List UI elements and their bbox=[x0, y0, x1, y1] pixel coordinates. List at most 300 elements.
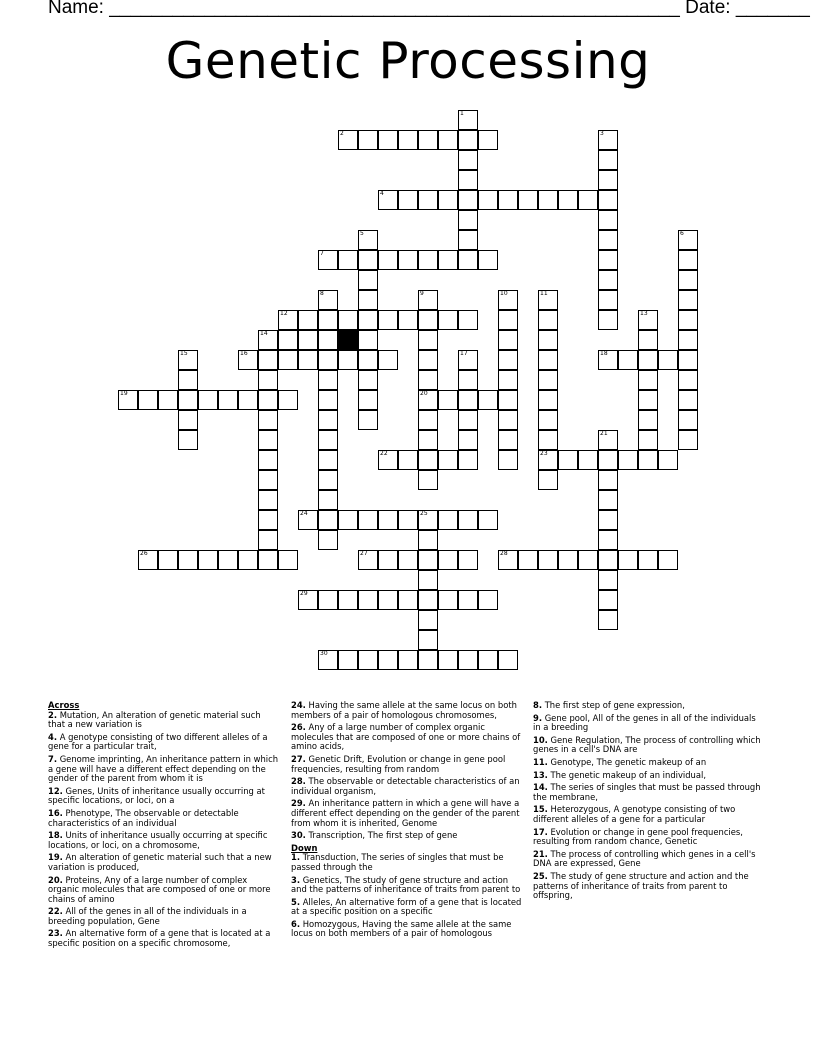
grid-cell[interactable] bbox=[458, 110, 478, 130]
grid-cell[interactable] bbox=[298, 350, 318, 370]
grid-cell[interactable] bbox=[318, 390, 338, 410]
grid-cell[interactable] bbox=[638, 330, 658, 350]
grid-cell[interactable] bbox=[398, 190, 418, 210]
grid-cell[interactable] bbox=[338, 510, 358, 530]
grid-cell[interactable] bbox=[538, 410, 558, 430]
grid-cell[interactable] bbox=[418, 570, 438, 590]
grid-cell[interactable] bbox=[478, 250, 498, 270]
grid-cell[interactable] bbox=[398, 450, 418, 470]
grid-cell[interactable] bbox=[358, 510, 378, 530]
grid-cell[interactable] bbox=[578, 450, 598, 470]
clue-number: 12 bbox=[280, 310, 288, 317]
clue-text: Any of a large number of complex organic molecules that are composed of one or more chains of amino acids, bbox=[291, 722, 521, 752]
grid-cell[interactable] bbox=[678, 270, 698, 290]
grid-cell[interactable] bbox=[258, 330, 278, 350]
grid-cell[interactable] bbox=[378, 350, 398, 370]
clue-number-label: 1. bbox=[291, 852, 301, 863]
grid-cell[interactable] bbox=[598, 490, 618, 510]
grid-cell[interactable] bbox=[318, 370, 338, 390]
grid-cell[interactable] bbox=[258, 510, 278, 530]
grid-cell[interactable] bbox=[498, 390, 518, 410]
grid-cell[interactable] bbox=[378, 590, 398, 610]
grid-cell[interactable] bbox=[358, 310, 378, 330]
grid-cell[interactable] bbox=[598, 450, 618, 470]
grid-cell[interactable] bbox=[358, 410, 378, 430]
grid-cell[interactable] bbox=[678, 330, 698, 350]
grid-cell[interactable] bbox=[418, 130, 438, 150]
grid-cell[interactable] bbox=[598, 510, 618, 530]
grid-cell[interactable] bbox=[338, 310, 358, 330]
grid-cell[interactable] bbox=[118, 390, 138, 410]
grid-cell[interactable] bbox=[378, 130, 398, 150]
grid-cell[interactable] bbox=[378, 190, 398, 210]
clue-text: Genome imprinting, An inheritance pattern in which a gene will have a different effect depending on the gender of the parent from whom it is bbox=[48, 753, 279, 784]
grid-cell[interactable] bbox=[398, 550, 418, 570]
grid-cell[interactable] bbox=[418, 330, 438, 350]
grid-cell[interactable] bbox=[438, 650, 458, 670]
grid-cell[interactable] bbox=[378, 310, 398, 330]
grid-cell[interactable] bbox=[598, 150, 618, 170]
grid-cell[interactable] bbox=[178, 350, 198, 370]
grid-cell[interactable] bbox=[218, 390, 238, 410]
grid-cell[interactable] bbox=[458, 510, 478, 530]
grid-cell[interactable] bbox=[318, 310, 338, 330]
clue-text: The series of singles that must be passed through the membrane, bbox=[533, 782, 761, 802]
grid-cell[interactable] bbox=[358, 590, 378, 610]
grid-cell[interactable] bbox=[338, 650, 358, 670]
grid-cell[interactable] bbox=[438, 190, 458, 210]
grid-cell[interactable] bbox=[438, 450, 458, 470]
clue-number-label: 22. bbox=[48, 906, 63, 917]
grid-cell[interactable] bbox=[458, 230, 478, 250]
grid-cell[interactable] bbox=[418, 390, 438, 410]
grid-cell[interactable] bbox=[458, 370, 478, 390]
name-date-line: Name: ______________________________________________________ Date: _______ bbox=[48, 0, 810, 18]
clue-number-label: 5. bbox=[291, 896, 301, 907]
grid-cell[interactable] bbox=[338, 590, 358, 610]
clue-text: An alteration of genetic material such that a new variation is produced, bbox=[48, 852, 272, 872]
grid-cell[interactable] bbox=[338, 130, 358, 150]
grid-cell[interactable] bbox=[418, 190, 438, 210]
grid-cell[interactable] bbox=[678, 350, 698, 370]
clue-number: 28 bbox=[500, 550, 508, 557]
grid-cell[interactable] bbox=[678, 230, 698, 250]
clue-text: A genotype consisting of two different alleles of a gene for a particular trait, bbox=[48, 731, 268, 752]
grid-cell[interactable] bbox=[358, 350, 378, 370]
grid-cell[interactable] bbox=[358, 330, 378, 350]
grid-cell[interactable] bbox=[598, 250, 618, 270]
grid-cell[interactable] bbox=[378, 250, 398, 270]
grid-cell[interactable] bbox=[638, 350, 658, 370]
grid-cell[interactable] bbox=[378, 650, 398, 670]
grid-cell[interactable] bbox=[258, 370, 278, 390]
grid-cell[interactable] bbox=[418, 290, 438, 310]
grid-cell[interactable] bbox=[278, 390, 298, 410]
grid-cell[interactable] bbox=[338, 350, 358, 370]
grid-cell[interactable] bbox=[538, 350, 558, 370]
grid-cell[interactable] bbox=[498, 190, 518, 210]
grid-cell[interactable] bbox=[138, 550, 158, 570]
grid-cell[interactable] bbox=[458, 350, 478, 370]
grid-cell[interactable] bbox=[178, 550, 198, 570]
clue-text: Genetic Drift, Evolution or change in gene pool frequencies, resulting from random bbox=[291, 753, 506, 774]
grid-cell[interactable] bbox=[598, 130, 618, 150]
grid-cell[interactable] bbox=[458, 550, 478, 570]
clue-number-label: 9. bbox=[533, 712, 543, 723]
down-clue bbox=[533, 758, 765, 768]
grid-cell[interactable] bbox=[598, 610, 618, 630]
grid-cell[interactable] bbox=[318, 470, 338, 490]
grid-cell[interactable] bbox=[498, 430, 518, 450]
clue-number: 16 bbox=[240, 350, 248, 357]
grid-cell[interactable] bbox=[438, 310, 458, 330]
grid-cell[interactable] bbox=[498, 550, 518, 570]
down-heading: Down bbox=[291, 842, 318, 853]
clue-text: Proteins, Any of a large number of complex organic molecules that are composed of one or more chains of amino bbox=[48, 874, 271, 904]
grid-cell[interactable] bbox=[598, 210, 618, 230]
grid-cell[interactable] bbox=[378, 510, 398, 530]
grid-cell[interactable] bbox=[398, 250, 418, 270]
grid-cell[interactable] bbox=[318, 650, 338, 670]
grid-cell[interactable] bbox=[278, 350, 298, 370]
grid-cell[interactable] bbox=[458, 590, 478, 610]
clue-number-label: 24. bbox=[291, 700, 306, 710]
grid-cell[interactable] bbox=[478, 390, 498, 410]
grid-cell[interactable] bbox=[498, 290, 518, 310]
grid-cell[interactable] bbox=[478, 590, 498, 610]
grid-cell[interactable] bbox=[458, 190, 478, 210]
grid-cell[interactable] bbox=[258, 390, 278, 410]
clue-number: 24 bbox=[300, 510, 308, 517]
clue-number-label: 4. bbox=[48, 731, 58, 742]
clue-number-label: 14. bbox=[533, 782, 548, 793]
grid-cell[interactable] bbox=[478, 650, 498, 670]
clue-text: Phenotype, The observable or detectable characteristics of an individual bbox=[48, 807, 239, 828]
grid-cell[interactable] bbox=[358, 270, 378, 290]
grid-cell[interactable] bbox=[498, 650, 518, 670]
across-clue bbox=[48, 907, 280, 926]
grid-cell[interactable] bbox=[358, 230, 378, 250]
grid-cell[interactable] bbox=[378, 550, 398, 570]
grid-cell[interactable] bbox=[418, 450, 438, 470]
across-clue bbox=[48, 787, 280, 806]
grid-cell[interactable] bbox=[678, 310, 698, 330]
grid-cell[interactable] bbox=[358, 550, 378, 570]
grid-cell[interactable] bbox=[358, 250, 378, 270]
grid-cell[interactable] bbox=[678, 370, 698, 390]
grid-cell[interactable] bbox=[418, 310, 438, 330]
grid-cell[interactable] bbox=[318, 290, 338, 310]
grid-cell[interactable] bbox=[418, 630, 438, 650]
clue-number-label: 19. bbox=[48, 852, 63, 863]
down-clue bbox=[291, 898, 523, 917]
grid-cell[interactable] bbox=[658, 350, 678, 370]
grid-cell[interactable] bbox=[538, 450, 558, 470]
grid-cell[interactable] bbox=[358, 130, 378, 150]
grid-cell[interactable] bbox=[418, 410, 438, 430]
grid-cell[interactable] bbox=[638, 310, 658, 330]
grid-cell[interactable] bbox=[358, 370, 378, 390]
clue-number: 15 bbox=[180, 350, 188, 357]
grid-cell[interactable] bbox=[678, 290, 698, 310]
grid-cell[interactable] bbox=[438, 590, 458, 610]
grid-cell[interactable] bbox=[178, 390, 198, 410]
grid-cell[interactable] bbox=[638, 550, 658, 570]
grid-cell[interactable] bbox=[438, 130, 458, 150]
grid-cell[interactable] bbox=[358, 290, 378, 310]
grid-cell[interactable] bbox=[418, 590, 438, 610]
grid-cell[interactable] bbox=[418, 370, 438, 390]
grid-cell[interactable] bbox=[418, 530, 438, 550]
grid-cell[interactable] bbox=[278, 310, 298, 330]
grid-cell[interactable] bbox=[398, 310, 418, 330]
grid-cell[interactable] bbox=[538, 330, 558, 350]
grid-cell[interactable] bbox=[578, 190, 598, 210]
grid-cell[interactable] bbox=[598, 290, 618, 310]
grid-cell[interactable] bbox=[258, 530, 278, 550]
grid-cell[interactable] bbox=[258, 350, 278, 370]
grid-cell[interactable] bbox=[598, 550, 618, 570]
puzzle-title: Genetic Processing bbox=[165, 32, 651, 90]
grid-cell[interactable] bbox=[558, 450, 578, 470]
clue-number: 6 bbox=[680, 230, 684, 237]
clue-number: 1 bbox=[460, 110, 464, 117]
grid-cell[interactable] bbox=[438, 250, 458, 270]
grid-cell[interactable] bbox=[458, 410, 478, 430]
grid-cell[interactable] bbox=[478, 190, 498, 210]
grid-cell[interactable] bbox=[158, 550, 178, 570]
clues-column-1 bbox=[48, 701, 280, 952]
grid-cell[interactable] bbox=[638, 370, 658, 390]
clue-number-label: 7. bbox=[48, 753, 58, 764]
grid-cell[interactable] bbox=[418, 510, 438, 530]
clue-number-label: 20. bbox=[48, 874, 63, 885]
clue-text: All of the genes in all of the individuals in a breeding population, Gene bbox=[48, 906, 247, 926]
clue-text: Evolution or change in gene pool frequencies, resulting from random chance, Genetic bbox=[533, 826, 743, 847]
grid-cell[interactable] bbox=[598, 190, 618, 210]
clue-text: The study of gene structure and action and the patterns of inheritance of traits from parent to offspring, bbox=[533, 870, 749, 901]
grid-cell[interactable] bbox=[458, 650, 478, 670]
grid-cell[interactable] bbox=[598, 170, 618, 190]
grid-cell[interactable] bbox=[318, 350, 338, 370]
clue-number-label: 11. bbox=[533, 756, 548, 767]
grid-cell[interactable] bbox=[318, 530, 338, 550]
grid-cell[interactable] bbox=[278, 550, 298, 570]
grid-cell[interactable] bbox=[638, 450, 658, 470]
grid-cell[interactable] bbox=[598, 230, 618, 250]
grid-cell[interactable] bbox=[638, 390, 658, 410]
down-clue bbox=[533, 783, 765, 802]
grid-cell[interactable] bbox=[458, 170, 478, 190]
grid-cell[interactable] bbox=[618, 450, 638, 470]
grid-cell[interactable] bbox=[538, 430, 558, 450]
clue-number-label: 25. bbox=[533, 870, 548, 881]
clue-text: Genes, Units of inheritance usually occurring at specific locations, or loci, on a bbox=[48, 785, 265, 806]
grid-cell[interactable] bbox=[658, 450, 678, 470]
clue-text: Units of inheritance usually occurring at specific locations, or loci, on a chromosome, bbox=[48, 830, 268, 850]
grid-cell[interactable] bbox=[258, 430, 278, 450]
grid-cell[interactable] bbox=[538, 390, 558, 410]
grid-cell[interactable] bbox=[438, 510, 458, 530]
grid-cell[interactable] bbox=[538, 370, 558, 390]
grid-cell[interactable] bbox=[418, 430, 438, 450]
grid-cell[interactable] bbox=[458, 130, 478, 150]
across-clue bbox=[291, 777, 523, 796]
grid-cell[interactable] bbox=[338, 250, 358, 270]
grid-cell[interactable] bbox=[598, 470, 618, 490]
clue-number: 21 bbox=[600, 430, 608, 437]
grid-cell[interactable] bbox=[298, 310, 318, 330]
grid-cell[interactable] bbox=[578, 550, 598, 570]
grid-cell[interactable] bbox=[158, 390, 178, 410]
grid-cell[interactable] bbox=[638, 430, 658, 450]
clue-number: 17 bbox=[460, 350, 468, 357]
grid-cell[interactable] bbox=[398, 650, 418, 670]
clue-number-label: 12. bbox=[48, 785, 63, 796]
grid-cell[interactable] bbox=[618, 550, 638, 570]
grid-cell[interactable] bbox=[298, 330, 318, 350]
grid-cell[interactable] bbox=[678, 410, 698, 430]
grid-cell[interactable] bbox=[398, 590, 418, 610]
grid-cell[interactable] bbox=[618, 350, 638, 370]
grid-cell[interactable] bbox=[138, 390, 158, 410]
grid-cell[interactable] bbox=[438, 390, 458, 410]
grid-cell[interactable] bbox=[298, 510, 318, 530]
grid-cell[interactable] bbox=[318, 410, 338, 430]
grid-cell[interactable] bbox=[418, 250, 438, 270]
clue-number-label: 16. bbox=[48, 807, 63, 818]
grid-cell[interactable] bbox=[458, 430, 478, 450]
grid-cell[interactable] bbox=[258, 410, 278, 430]
grid-cell[interactable] bbox=[298, 590, 318, 610]
clue-number-label: 15. bbox=[533, 804, 548, 815]
grid-cell[interactable] bbox=[318, 430, 338, 450]
grid-cell[interactable] bbox=[598, 570, 618, 590]
grid-cell[interactable] bbox=[218, 550, 238, 570]
grid-cell[interactable] bbox=[318, 510, 338, 530]
clue-number: 27 bbox=[360, 550, 368, 557]
grid-cell[interactable] bbox=[198, 390, 218, 410]
clue-text: Transduction, The series of singles that must be passed through the bbox=[291, 852, 504, 872]
grid-cell[interactable] bbox=[398, 510, 418, 530]
grid-cell[interactable] bbox=[538, 550, 558, 570]
down-clue bbox=[533, 872, 765, 901]
grid-cell[interactable] bbox=[318, 490, 338, 510]
grid-cell[interactable] bbox=[358, 650, 378, 670]
grid-cell[interactable] bbox=[458, 250, 478, 270]
grid-cell[interactable] bbox=[538, 310, 558, 330]
grid-cell[interactable] bbox=[418, 610, 438, 630]
grid-cell[interactable] bbox=[538, 290, 558, 310]
clue-text: The first step of gene expression, bbox=[544, 700, 685, 710]
clue-number-label: 27. bbox=[291, 753, 306, 764]
clue-number: 14 bbox=[260, 330, 268, 337]
grid-cell[interactable] bbox=[358, 390, 378, 410]
grid-cell[interactable] bbox=[658, 550, 678, 570]
grid-cell[interactable] bbox=[258, 470, 278, 490]
grid-cell[interactable] bbox=[458, 210, 478, 230]
grid-cell[interactable] bbox=[518, 190, 538, 210]
grid-cell[interactable] bbox=[558, 190, 578, 210]
grid-cell[interactable] bbox=[678, 390, 698, 410]
grid-cell[interactable] bbox=[318, 250, 338, 270]
grid-cell[interactable] bbox=[678, 430, 698, 450]
across-clue bbox=[291, 755, 523, 774]
grid-cell[interactable] bbox=[418, 350, 438, 370]
down-clue bbox=[533, 850, 765, 869]
grid-cell[interactable] bbox=[498, 330, 518, 350]
grid-cell[interactable] bbox=[258, 550, 278, 570]
grid-cell[interactable] bbox=[178, 370, 198, 390]
grid-cell[interactable] bbox=[238, 350, 258, 370]
grid-cell[interactable] bbox=[558, 550, 578, 570]
grid-cell[interactable] bbox=[598, 530, 618, 550]
grid-cell[interactable] bbox=[598, 590, 618, 610]
grid-cell[interactable] bbox=[498, 450, 518, 470]
grid-cell[interactable] bbox=[478, 130, 498, 150]
grid-cell[interactable] bbox=[438, 550, 458, 570]
clue-number: 20 bbox=[420, 390, 428, 397]
clue-number: 3 bbox=[600, 130, 604, 137]
grid-cell[interactable] bbox=[258, 450, 278, 470]
grid-cell[interactable] bbox=[238, 550, 258, 570]
grid-cell[interactable] bbox=[458, 450, 478, 470]
grid-cell[interactable] bbox=[498, 350, 518, 370]
grid-cell[interactable] bbox=[418, 470, 438, 490]
grid-cell[interactable] bbox=[398, 130, 418, 150]
grid-cell[interactable] bbox=[278, 330, 298, 350]
grid-cell[interactable] bbox=[458, 310, 478, 330]
clues-column-3 bbox=[533, 701, 765, 904]
grid-cell[interactable] bbox=[538, 190, 558, 210]
grid-cell[interactable] bbox=[498, 310, 518, 330]
grid-cell[interactable] bbox=[458, 150, 478, 170]
grid-cell[interactable] bbox=[178, 430, 198, 450]
across-clue bbox=[48, 876, 280, 905]
grid-cell[interactable] bbox=[378, 450, 398, 470]
across-clue bbox=[291, 831, 523, 841]
grid-cell[interactable] bbox=[318, 330, 338, 350]
grid-cell[interactable] bbox=[518, 550, 538, 570]
grid-cell[interactable] bbox=[598, 270, 618, 290]
grid-cell[interactable] bbox=[318, 590, 338, 610]
grid-cell[interactable] bbox=[478, 510, 498, 530]
grid-cell[interactable] bbox=[598, 430, 618, 450]
grid-cell[interactable] bbox=[678, 250, 698, 270]
grid-cell[interactable] bbox=[498, 370, 518, 390]
grid-cell[interactable] bbox=[638, 410, 658, 430]
grid-cell[interactable] bbox=[538, 470, 558, 490]
grid-cell[interactable] bbox=[238, 390, 258, 410]
grid-cell[interactable] bbox=[418, 550, 438, 570]
across-heading: Across bbox=[48, 700, 80, 710]
grid-cell[interactable] bbox=[258, 490, 278, 510]
clue-number-label: 17. bbox=[533, 826, 548, 837]
clue-number-label: 21. bbox=[533, 848, 548, 859]
grid-cell[interactable] bbox=[598, 310, 618, 330]
grid-cell[interactable] bbox=[498, 410, 518, 430]
clue-text: Transcription, The first step of gene bbox=[308, 830, 458, 841]
grid-cell[interactable] bbox=[418, 650, 438, 670]
grid-cell[interactable] bbox=[458, 390, 478, 410]
grid-cell[interactable] bbox=[198, 550, 218, 570]
grid-cell[interactable] bbox=[178, 410, 198, 430]
grid-cell[interactable] bbox=[598, 350, 618, 370]
grid-cell[interactable] bbox=[318, 450, 338, 470]
clue-text: Having the same allele at the same locus on both members of a pair of homologous chromosomes, bbox=[291, 700, 517, 720]
clue-number: 4 bbox=[380, 190, 384, 197]
down-clue bbox=[533, 736, 765, 755]
